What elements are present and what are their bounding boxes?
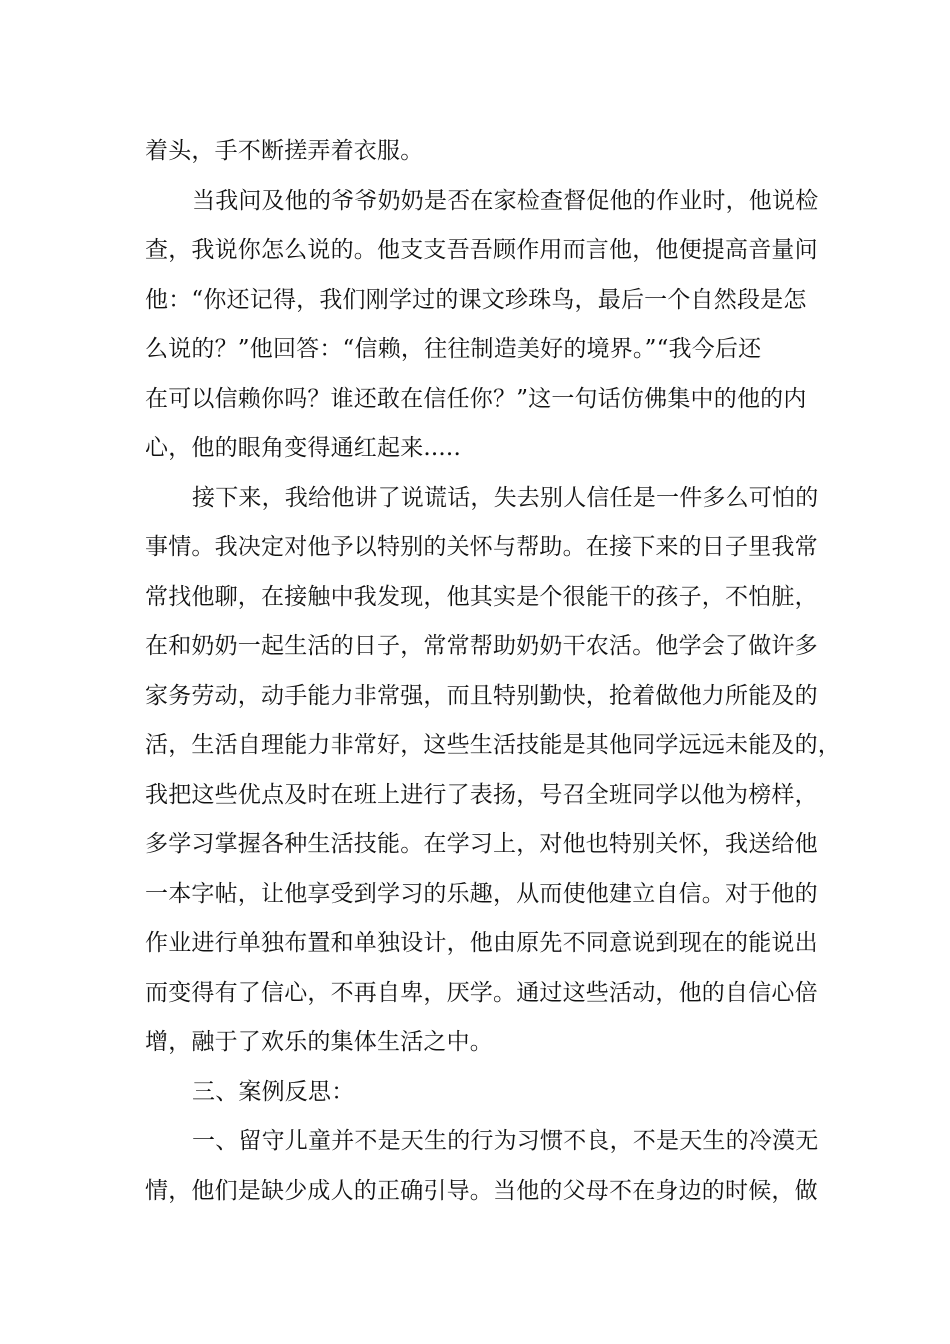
paragraph-start-line: 接下来，我给他讲了说谎话，失去别人信任是一件多么可怕的 — [192, 484, 819, 511]
text-line: 着头，手不断搓弄着衣服。 — [145, 138, 424, 164]
text-line: 活，生活自理能力非常好，这些生活技能是其他同学远远未能及的， — [145, 732, 841, 758]
paragraph-start-line: 当我问及他的爷爷奶奶是否在家检查督促他的作业时，他说检 — [192, 187, 819, 214]
text-line: 多学习掌握各种生活技能。在学习上，对他也特别关怀，我送给他 — [145, 831, 818, 857]
text-line: 他：“你还记得，我们刚学过的课文珍珠鸟，最后一个自然段是怎 — [145, 286, 807, 313]
text-line: 而变得有了信心，不再自卑，厌学。通过这些活动，他的自信心倍 — [145, 979, 818, 1006]
body-text — [145, 127, 841, 1216]
text-line: 我把这些优点及时在班上进行了表扬，号召全班同学以他为榜样， — [145, 781, 818, 808]
text-line: 作业进行单独布置和单独设计，他由原先不同意说到现在的能说出 — [145, 930, 818, 956]
text-line: 事情。我决定对他予以特别的关怀与帮助。在接下来的日子里我常 — [145, 534, 818, 560]
paragraph-start-line: 一、留守儿童并不是天生的行为习惯不良，不是天生的冷漠无 — [192, 1128, 819, 1154]
text-line: 查，我说你怎么说的。他支支吾吾顾作用而言他，他便提高音量问 — [145, 237, 818, 263]
text-line: 在和奶奶一起生活的日子，常常帮助奶奶干农活。他学会了做许多 — [145, 633, 818, 659]
text-line: 家务劳动，动手能力非常强，而且特别勤快，抢着做他力所能及的 — [145, 682, 818, 709]
section-heading: 三、案例反思： — [192, 1078, 355, 1105]
text-line: 心，他的眼角变得通红起来..... — [145, 435, 461, 461]
text-line: 常找他聊，在接触中我发现，他其实是个很能干的孩子，不怕脏， — [145, 583, 818, 610]
text-line: 一本字帖，让他享受到学习的乐趣，从而使他建立自信。对于他的 — [145, 880, 818, 907]
text-line: 情，他们是缺少成人的正确引导。当他的父母不在身边的时候，做 — [145, 1177, 818, 1204]
text-line: 在可以信赖你吗？谁还敢在信任你？”这一句话仿佛集中的他的内 — [145, 385, 807, 412]
text-line: 增，融于了欢乐的集体生活之中。 — [145, 1029, 493, 1055]
text-line: 么说的？”他回答：“信赖，往往制造美好的境界。”“我今后还 — [145, 336, 762, 362]
